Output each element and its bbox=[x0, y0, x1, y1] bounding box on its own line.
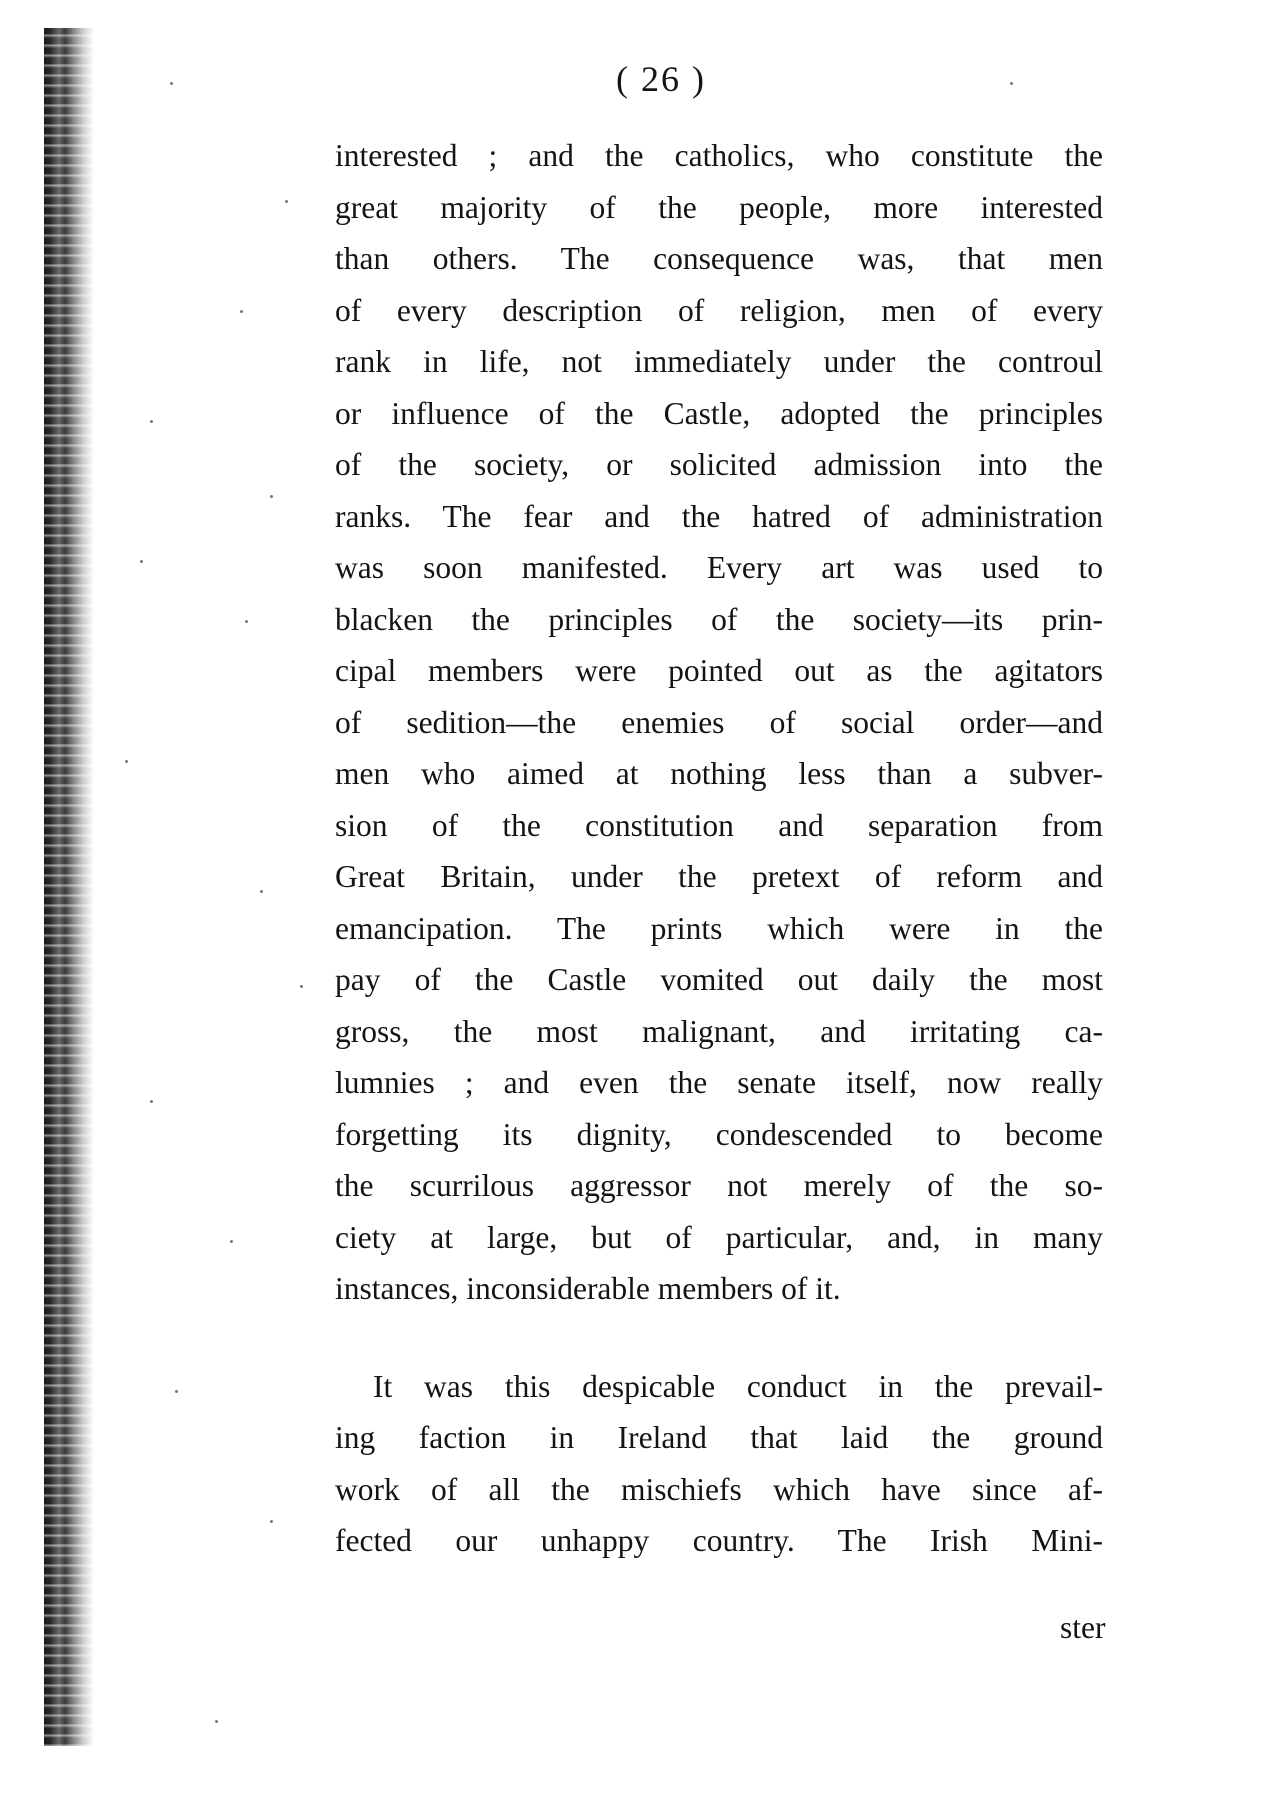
text-line: cipal members were pointed out as the agitators bbox=[335, 653, 1103, 688]
paragraph-break bbox=[335, 1315, 1103, 1361]
scan-speck bbox=[125, 760, 128, 763]
text-line: gross, the most malignant, and irritating ca- bbox=[335, 1013, 1103, 1049]
scan-speck bbox=[240, 310, 243, 313]
body-text bbox=[335, 130, 1103, 1567]
catchword: ster bbox=[1060, 1610, 1106, 1645]
scan-speck bbox=[260, 890, 263, 893]
text-line: ciety at large, but of particular, and, in many bbox=[335, 1219, 1103, 1255]
scan-speck bbox=[245, 620, 248, 623]
scan-speck bbox=[285, 200, 288, 203]
book-spine-shadow bbox=[44, 28, 94, 1746]
scan-speck bbox=[215, 1720, 218, 1723]
text-line: was soon manifested. Every art was used to bbox=[335, 550, 1103, 585]
text-line: of every description of religion, men of every bbox=[335, 292, 1103, 328]
text-line: blacken the principles of the society—its prin- bbox=[335, 601, 1103, 637]
text-line: of the society, or solicited admission into the bbox=[335, 447, 1103, 482]
scan-speck bbox=[150, 1100, 153, 1103]
text-line: the scurrilous aggressor not merely of the so- bbox=[335, 1168, 1103, 1203]
paragraph-1 bbox=[335, 130, 1103, 1315]
text-line: men who aimed at nothing less than a subver- bbox=[335, 756, 1103, 791]
scan-speck bbox=[170, 82, 173, 85]
text-line: emancipation. The prints which were in the bbox=[335, 910, 1103, 946]
text-line: lumnies ; and even the senate itself, now really bbox=[335, 1065, 1103, 1100]
scan-speck bbox=[150, 420, 153, 423]
scan-speck bbox=[175, 1390, 178, 1393]
text-line: great majority of the people, more interested bbox=[335, 189, 1103, 225]
text-line: forgetting its dignity, condescended to become bbox=[335, 1116, 1103, 1152]
paragraph-2 bbox=[335, 1361, 1103, 1567]
scan-speck bbox=[140, 560, 143, 563]
text-line: of sedition—the enemies of social order—and bbox=[335, 704, 1103, 740]
scan-speck bbox=[300, 985, 303, 988]
text-line: sion of the constitution and separation from bbox=[335, 807, 1103, 843]
text-line: instances, inconsiderable members of it. bbox=[335, 1271, 841, 1306]
scan-speck bbox=[230, 1240, 233, 1243]
text-line: pay of the Castle vomited out daily the most bbox=[335, 962, 1103, 997]
page-number: ( 26 ) bbox=[616, 59, 706, 99]
scan-speck bbox=[270, 1520, 273, 1523]
text-line: work of all the mischiefs which have since af- bbox=[335, 1471, 1103, 1507]
text-line: than others. The consequence was, that men bbox=[335, 241, 1103, 276]
text-line: rank in life, not immediately under the controul bbox=[335, 344, 1103, 379]
scan-speck bbox=[270, 495, 273, 498]
text-line: fected our unhappy country. The Irish Mini- bbox=[335, 1523, 1103, 1558]
text-line: ranks. The fear and the hatred of administration bbox=[335, 498, 1103, 534]
scan-speck bbox=[1010, 82, 1013, 85]
text-line: Great Britain, under the pretext of reform and bbox=[335, 859, 1103, 894]
text-line: or influence of the Castle, adopted the principles bbox=[335, 395, 1103, 431]
text-line: ing faction in Ireland that laid the ground bbox=[335, 1420, 1103, 1455]
text-line: interested ; and the catholics, who constitute the bbox=[335, 138, 1103, 173]
text-line: It was this despicable conduct in the prevail- bbox=[373, 1368, 1103, 1404]
